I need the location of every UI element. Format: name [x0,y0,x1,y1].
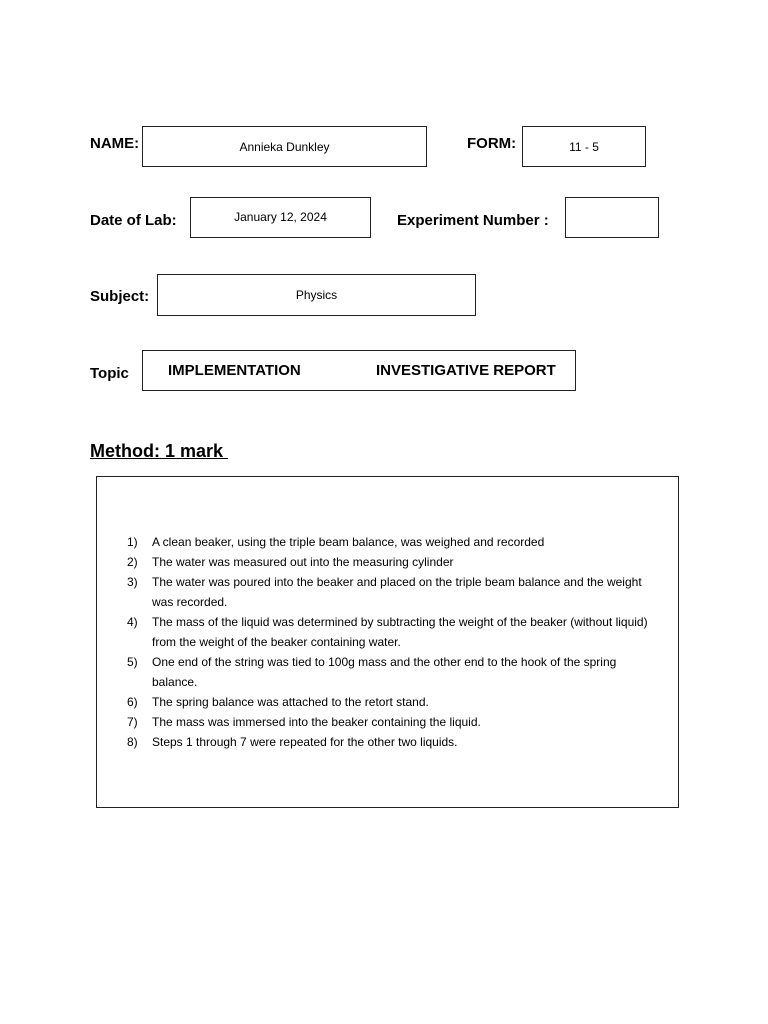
method-steps-list [127,532,652,752]
name-label: NAME: [90,135,140,152]
date-field [190,197,371,238]
form-label: FORM: [467,135,517,152]
step-text: The mass of the liquid was determined by subtracting the weight of the beaker (without liquid) from the weight of the beaker containing water. [152,615,648,649]
step-text: One end of the string was tied to 100g mass and the other end to the hook of the spring balance. [152,655,617,689]
step-number: 5) [127,655,138,669]
step-number: 8) [127,735,138,749]
subject-value: Physics [295,288,338,302]
step-number: 6) [127,695,138,709]
topic-investigative-report: INVESTIGATIVE REPORT [376,362,556,379]
step-text: Steps 1 through 7 were repeated for the other two liquids. [152,735,458,749]
method-step [127,612,652,652]
experiment-number-label: Experiment Number : [397,212,549,229]
form-field [522,126,646,167]
method-step [127,532,652,552]
date-value: January 12, 2024 [234,210,327,224]
subject-field [157,274,476,316]
step-number: 3) [127,575,138,589]
topic-label: Topic [90,365,129,382]
topic-implementation: IMPLEMENTATION [168,362,301,379]
topic-field [142,350,576,391]
method-step [127,732,652,752]
step-text: The water was measured out into the measuring cylinder [152,555,454,569]
method-step [127,572,652,612]
step-text: A clean beaker, using the triple beam balance, was weighed and recorded [152,535,545,549]
name-value: Annieka Dunkley [239,139,330,154]
step-number: 7) [127,715,138,729]
step-text: The spring balance was attached to the retort stand. [152,695,429,709]
method-title: Method: 1 mark [90,441,229,461]
method-step [127,652,652,692]
method-step [127,552,652,572]
method-step [127,712,652,732]
step-number: 4) [127,615,138,629]
subject-label: Subject: [90,288,150,305]
step-number: 2) [127,555,138,569]
method-box [96,476,679,808]
name-field [142,126,427,167]
step-text: The mass was immersed into the beaker containing the liquid. [152,715,481,729]
experiment-number-field [565,197,659,238]
method-step [127,692,652,712]
step-number: 1) [127,535,138,549]
step-text: The water was poured into the beaker and placed on the triple beam balance and the weight was recorded. [152,575,642,609]
form-value: 11 - 5 [569,139,599,154]
date-label: Date of Lab: [90,212,177,229]
